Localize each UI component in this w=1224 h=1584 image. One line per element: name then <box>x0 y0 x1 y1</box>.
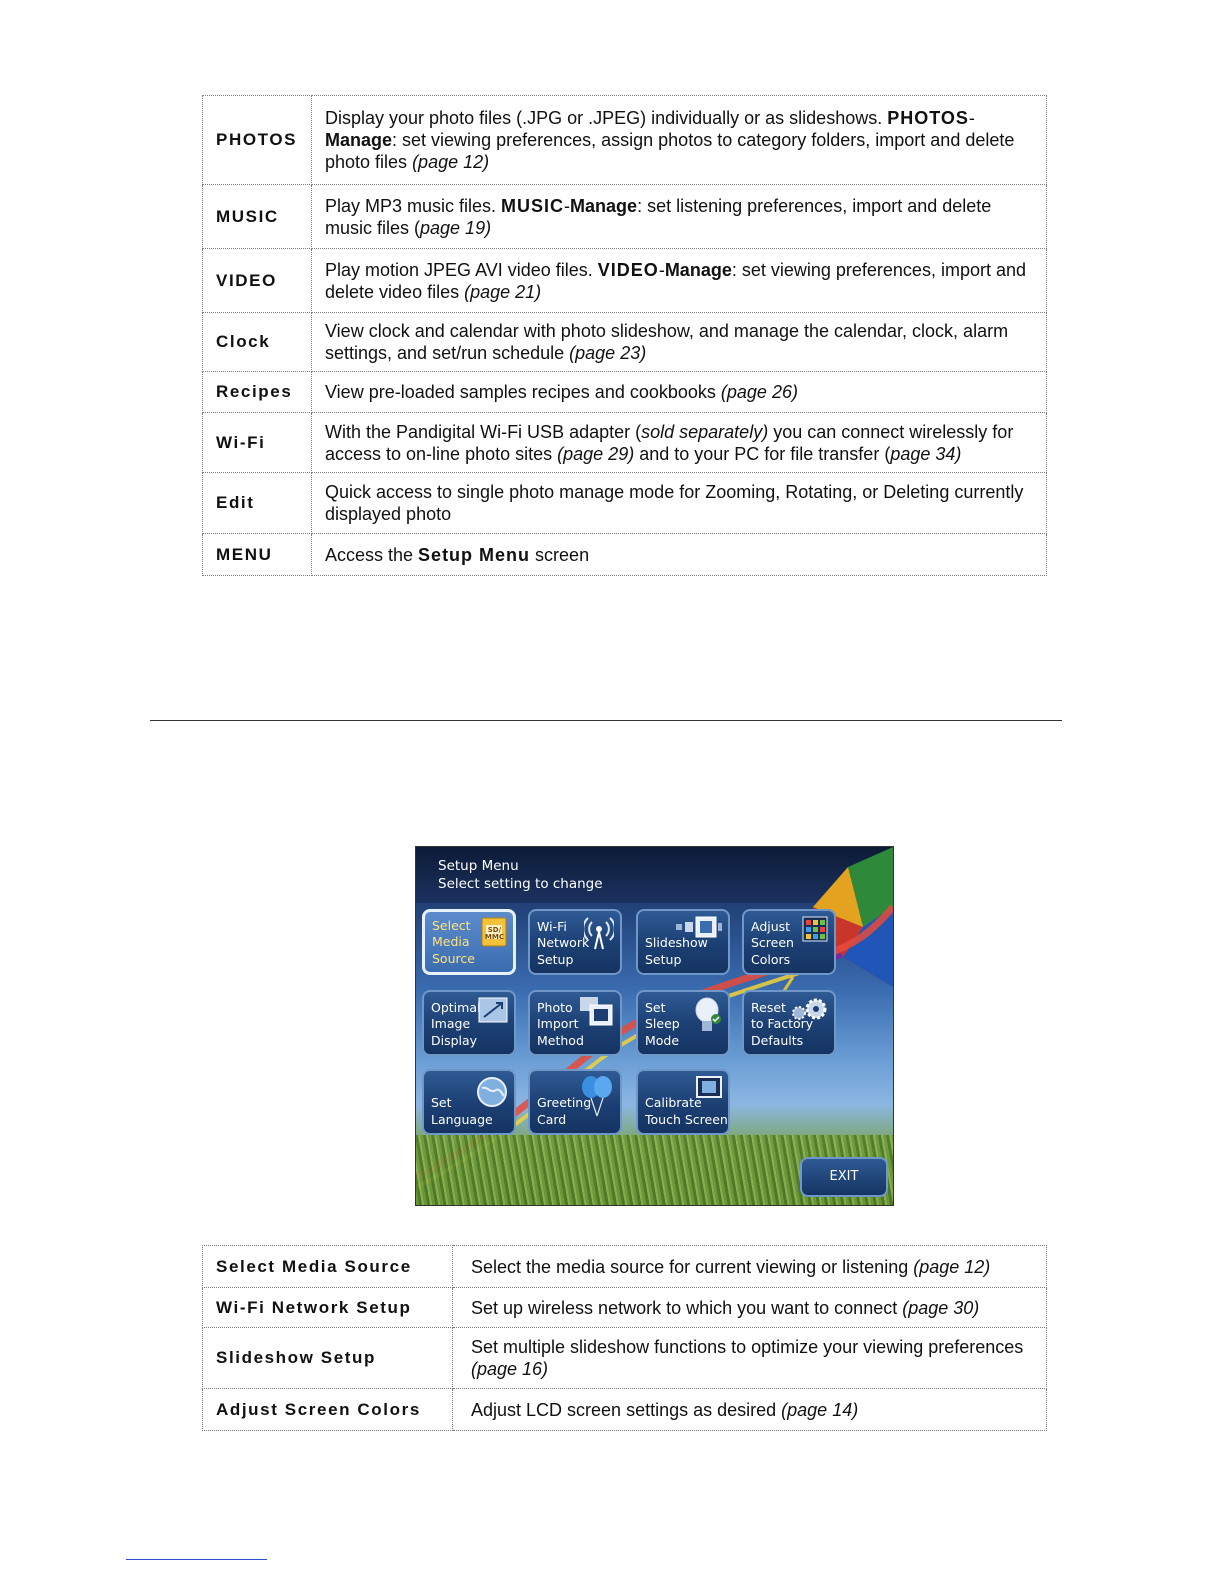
resize-icon <box>478 997 508 1028</box>
menu-tile-label: Slideshow Setup <box>645 935 708 967</box>
table-row <box>203 1328 1047 1389</box>
desc-fragment: (page 12) <box>913 1256 991 1277</box>
menu-tile[interactable] <box>422 990 516 1056</box>
menu-tile-label: Photo Import Method <box>537 999 584 1048</box>
desc-fragment: - <box>564 195 571 216</box>
menu-tile-label: Set Sleep Mode <box>645 999 680 1048</box>
photo-import-icon <box>580 997 614 1032</box>
desc-fragment: : set viewing preferences, import and delete video files <box>325 259 1026 302</box>
row-label: Adjust Screen Colors <box>203 1389 453 1431</box>
menu-tile[interactable] <box>742 990 836 1056</box>
desc-fragment: Display your photo files (.JPG or .JPEG) individually or as slideshows. <box>325 108 888 128</box>
desc-fragment: sold separately) <box>641 421 769 442</box>
desc-fragment: Play motion JPEG AVI video files. <box>325 259 598 280</box>
row-label: MUSIC <box>203 185 312 249</box>
row-label: Wi-Fi <box>203 413 312 473</box>
row-description <box>312 313 1047 372</box>
menu-tile-label: Calibrate Touch Screen <box>645 1095 728 1127</box>
desc-fragment: VIDEO <box>597 259 659 280</box>
row-description <box>312 473 1047 534</box>
desc-fragment: and to your PC for file transfer ( <box>634 443 891 464</box>
card-badge: SD/ MMC <box>484 926 504 941</box>
desc-fragment: Select the media source for current viewing or listening <box>471 1256 914 1277</box>
desc-fragment: Manage <box>570 195 638 216</box>
desc-fragment: screen <box>530 544 590 565</box>
desc-fragment: Setup Menu <box>418 544 531 565</box>
table-row <box>203 534 1047 576</box>
menu-tile-label: Adjust Screen Colors <box>751 918 794 967</box>
desc-fragment: Manage <box>664 259 732 280</box>
table-row <box>203 313 1047 372</box>
desc-fragment: (page 29) <box>557 443 635 464</box>
menu-tile[interactable] <box>422 1069 516 1135</box>
menu-tile[interactable] <box>636 909 730 975</box>
color-grid-icon <box>802 916 828 947</box>
desc-fragment: (page 12) <box>412 152 490 172</box>
menu-tile-label: Wi-Fi Network Setup <box>537 918 590 967</box>
row-label: PHOTOS <box>203 96 312 185</box>
row-description <box>312 534 1047 576</box>
menu-tile-label: Reset to Factory Defaults <box>751 999 814 1048</box>
row-description <box>453 1389 1047 1431</box>
table-row <box>203 372 1047 413</box>
desc-fragment: - <box>968 108 975 128</box>
table-row <box>203 1288 1047 1328</box>
desc-fragment: Set up wireless network to which you want to connect <box>471 1297 903 1318</box>
menu-tile[interactable] <box>636 1069 730 1135</box>
desc-fragment: (page 21) <box>464 281 542 302</box>
desc-fragment: Manage <box>325 130 393 150</box>
desc-fragment: (page 23) <box>569 343 647 363</box>
footnote-link-rule <box>126 1559 267 1560</box>
desc-fragment: (page 30) <box>902 1297 980 1318</box>
menu-tile-label: Optimal Image Display <box>431 999 481 1048</box>
row-label: Slideshow Setup <box>203 1328 453 1389</box>
row-description <box>453 1328 1047 1389</box>
row-label: Clock <box>203 313 312 372</box>
exit-button[interactable]: EXIT <box>800 1157 888 1197</box>
row-description <box>312 249 1047 313</box>
menu-tile[interactable] <box>528 990 622 1056</box>
row-label: Select Media Source <box>203 1246 453 1288</box>
row-description <box>312 372 1047 413</box>
desc-fragment: View pre-loaded samples recipes and cookbooks <box>325 382 721 402</box>
table-row <box>203 249 1047 313</box>
features-table <box>202 95 1047 576</box>
desc-fragment: Adjust LCD screen settings as desired <box>471 1399 782 1420</box>
desc-fragment: With the Pandigital Wi-Fi USB adapter ( <box>325 421 642 442</box>
lightbulb-icon <box>694 997 722 1040</box>
row-description <box>312 96 1047 185</box>
table-row <box>203 1246 1047 1288</box>
desc-fragment: (page 14) <box>781 1399 859 1420</box>
menu-tile[interactable] <box>636 990 730 1056</box>
table-row <box>203 1389 1047 1431</box>
table-row <box>203 413 1047 473</box>
menu-tile[interactable] <box>528 909 622 975</box>
table-row <box>203 96 1047 185</box>
row-description <box>312 413 1047 473</box>
menu-tile-label: Select Media Source <box>432 917 475 966</box>
menu-tile[interactable] <box>528 1069 622 1135</box>
row-description <box>453 1288 1047 1328</box>
desc-fragment: (page 16) <box>471 1359 549 1379</box>
screen-title <box>438 857 603 893</box>
desc-fragment: : set viewing preferences, assign photos to category folders, import and delete photo files <box>325 130 1015 172</box>
setup-menu-screenshot <box>415 846 894 1206</box>
desc-fragment: Play MP3 music files. <box>325 195 502 216</box>
desc-fragment: PHOTOS <box>887 108 969 128</box>
row-label: Recipes <box>203 372 312 413</box>
menu-tile[interactable] <box>422 909 516 975</box>
desc-fragment: View clock and calendar with photo slideshow, and manage the calendar, clock, alarm settings, and set/run schedule <box>325 321 1009 363</box>
row-label: Wi-Fi Network Setup <box>203 1288 453 1328</box>
desc-fragment: Set multiple slideshow functions to optimize your viewing preferences <box>471 1337 1024 1357</box>
desc-fragment: page 19) <box>420 217 492 238</box>
desc-fragment: Access the <box>325 544 419 565</box>
menu-tile[interactable] <box>742 909 836 975</box>
screen-subtitle-text: Select setting to change <box>438 876 603 892</box>
row-label: MENU <box>203 534 312 576</box>
section-divider <box>150 720 1062 721</box>
desc-fragment: you can connect wirelessly for access to on-line photo sites <box>325 421 1014 464</box>
row-label: Edit <box>203 473 312 534</box>
setup-options-table <box>202 1245 1047 1431</box>
screen-title-text: Setup Menu <box>438 858 519 874</box>
desc-fragment: MUSIC <box>501 195 565 216</box>
table-row <box>203 185 1047 249</box>
menu-tile-label: Greeting Card <box>537 1095 592 1127</box>
desc-fragment: (page 26) <box>720 382 798 402</box>
row-label: VIDEO <box>203 249 312 313</box>
desc-fragment: Quick access to single photo manage mode for Zooming, Rotating, or Deleting currently displayed photo <box>325 482 1024 524</box>
desc-fragment: - <box>658 259 665 280</box>
row-description <box>453 1246 1047 1288</box>
desc-fragment: page 34) <box>890 443 962 464</box>
row-description <box>312 185 1047 249</box>
menu-tile-label: Set Language <box>431 1095 493 1127</box>
desc-fragment: : set listening preferences, import and delete music files ( <box>325 195 992 238</box>
table-row <box>203 473 1047 534</box>
